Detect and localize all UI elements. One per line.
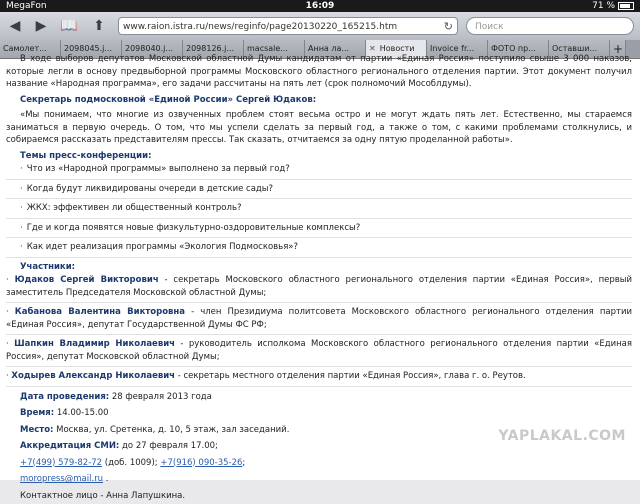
bullet-icon: · bbox=[20, 202, 23, 215]
tab-label: macsale... bbox=[247, 44, 288, 53]
browser-toolbar bbox=[0, 12, 640, 41]
participants-heading: Участники: bbox=[20, 261, 632, 274]
divider bbox=[6, 179, 632, 180]
email-line bbox=[20, 471, 632, 488]
participant-role: - секретарь Московского областного регионального отделения партии «Единая Россия», первый заместитель Председателя Московской областной Думы; bbox=[6, 275, 632, 298]
back-icon[interactable]: ◀ bbox=[4, 16, 26, 36]
participant-name: Юдаков Сергей Викторович bbox=[15, 275, 159, 285]
email-link[interactable]: moropress@mail.ru bbox=[20, 474, 103, 484]
topic-text: Когда будут ликвидированы очереди в детские сады? bbox=[27, 183, 273, 196]
place-value: Москва, ул. Сретенка, д. 10, 5 этаж, зал заседаний. bbox=[53, 425, 289, 435]
topic-item bbox=[20, 221, 632, 236]
topic-item bbox=[20, 182, 632, 197]
phone-link-1[interactable]: +7(499) 579-82-72 bbox=[20, 458, 102, 468]
tab-label: 2098126.j... bbox=[186, 44, 234, 53]
topic-text: Что из «Народной программы» выполнено за первый год? bbox=[27, 163, 290, 176]
bullet-icon: · bbox=[6, 371, 11, 381]
carrier-label: MegaFon bbox=[6, 0, 47, 12]
accreditation-value: до 27 февраля 17.00; bbox=[119, 441, 218, 451]
participant-item bbox=[6, 273, 632, 300]
bullet-icon: · bbox=[20, 222, 23, 235]
tab-label: Новости bbox=[380, 44, 415, 53]
divider bbox=[6, 257, 632, 258]
bullet-icon: · bbox=[6, 307, 15, 317]
date-value: 28 февраля 2013 года bbox=[109, 392, 212, 402]
quote-paragraph: «Мы понимаем, что многие из озвученных проблем стоят весьма остро и не могут ждать пять лет. Естественно, мы стараемся заниматься в первую очередь. О том, что мы успели сделать за первый год, а также о том, с какими проблемами столкнулись, и собираемся рассказать представителям прессы. Так сказать, отчитаемся за одну пятую проделанной работы». bbox=[6, 109, 632, 147]
participant-name: Ходырев Александр Николаевич bbox=[11, 371, 175, 381]
close-tab-icon[interactable]: ✕ bbox=[369, 44, 376, 53]
tab-label: ФОТО пр... bbox=[491, 44, 536, 53]
search-field[interactable]: Поиск bbox=[466, 17, 634, 35]
address-bar[interactable] bbox=[118, 17, 458, 35]
topic-text: ЖКХ: эффективен ли общественный контроль? bbox=[27, 202, 242, 215]
time-label: Время: bbox=[20, 408, 54, 418]
participant-role: - секретарь местного отделения партии «Единая Россия», глава г. о. Реутов. bbox=[175, 371, 526, 381]
date-line bbox=[20, 389, 632, 406]
status-bar bbox=[0, 0, 640, 12]
intro-paragraph: В ходе выборов депутатов Московской областной Думы кандидатам от партии «Единая Россия» поступило свыше 3 000 наказов, которые легли в основу предвыборной программы Московского областного регионального отделения партии. Этот документ получил название «Народная программа», его задачи рассчитаны на пять лет (срок полномочий Мособлдумы). bbox=[6, 53, 632, 91]
bookmarks-icon[interactable]: 📖 bbox=[58, 16, 80, 36]
tab-label: 2098040.j... bbox=[125, 44, 173, 53]
phone-link-2[interactable]: +7(916) 090-35-26 bbox=[160, 458, 242, 468]
bullet-icon: · bbox=[20, 241, 23, 254]
battery-percent: 71 % bbox=[592, 0, 615, 12]
tab-label: 2098045.j... bbox=[64, 44, 112, 53]
topic-text: Где и когда появятся новые физкультурно-оздоровительные комплексы? bbox=[27, 222, 361, 235]
bullet-icon: · bbox=[20, 183, 23, 196]
bullet-icon: · bbox=[6, 339, 14, 349]
divider bbox=[6, 302, 632, 303]
tab-label: Самолет... bbox=[3, 44, 47, 53]
bullet-icon: · bbox=[20, 163, 23, 176]
phone-ext: (доб. 1009); bbox=[102, 458, 160, 468]
place-label: Место: bbox=[20, 425, 53, 435]
tab-label: Анна ла... bbox=[308, 44, 349, 53]
email-end: . bbox=[103, 474, 108, 484]
tab-label: Оставши... bbox=[552, 44, 597, 53]
participants-list bbox=[6, 273, 632, 387]
accreditation-label: Аккредитация СМИ: bbox=[20, 441, 119, 451]
tab-label: Invoice fr... bbox=[430, 44, 474, 53]
participant-role: - руководитель исполкома Московского областного регионального отделения партии «Единая Россия», депутат Московской областной Думы; bbox=[6, 339, 632, 362]
divider bbox=[6, 334, 632, 335]
topics-heading: Темы пресс-конференции: bbox=[20, 150, 632, 163]
divider bbox=[6, 237, 632, 238]
reload-icon[interactable]: ↻ bbox=[444, 18, 453, 36]
participant-name: Шапкин Владимир Николаевич bbox=[14, 339, 175, 349]
divider bbox=[6, 386, 632, 387]
forward-icon[interactable]: ▶ bbox=[30, 16, 52, 36]
topic-item bbox=[20, 201, 632, 216]
page-content bbox=[0, 59, 640, 480]
bullet-icon: · bbox=[6, 275, 15, 285]
url-text: www.raion.istra.ru/news/reginfo/page20130220_165215.htm bbox=[123, 22, 397, 32]
topic-item bbox=[20, 240, 632, 255]
topic-item bbox=[20, 162, 632, 177]
phones-line bbox=[20, 455, 632, 472]
date-label: Дата проведения: bbox=[20, 392, 109, 402]
divider bbox=[6, 366, 632, 367]
share-icon[interactable]: ⬆ bbox=[88, 16, 110, 36]
phone-end: ; bbox=[242, 458, 245, 468]
participant-item bbox=[6, 369, 632, 384]
topic-text: Как идет реализация программы «Экология Подмосковья»? bbox=[27, 241, 298, 254]
participant-role: - член Президиума политсовета Московского областного регионального отделения партии «Единая Россия», депутат Государственной Думы ФС РФ; bbox=[6, 307, 632, 330]
divider bbox=[6, 218, 632, 219]
battery-indicator bbox=[592, 0, 634, 12]
secretary-heading: Секретарь подмосковной «Единой России» Сергей Юдаков: bbox=[20, 94, 632, 107]
new-tab-button[interactable]: + bbox=[610, 40, 626, 58]
time-line bbox=[20, 405, 632, 422]
participant-item bbox=[6, 337, 632, 364]
topics-list bbox=[6, 162, 632, 258]
battery-icon bbox=[618, 2, 634, 10]
divider bbox=[6, 198, 632, 199]
participant-name: Кабанова Валентина Викторовна bbox=[15, 307, 185, 317]
time-value: 14.00-15.00 bbox=[54, 408, 108, 418]
contact-line: Контактное лицо - Анна Лапушкина. bbox=[20, 488, 632, 504]
participant-item bbox=[6, 305, 632, 332]
watermark-logo: YAPLAKAL.COM bbox=[498, 430, 626, 443]
clock: 16:09 bbox=[0, 0, 640, 12]
